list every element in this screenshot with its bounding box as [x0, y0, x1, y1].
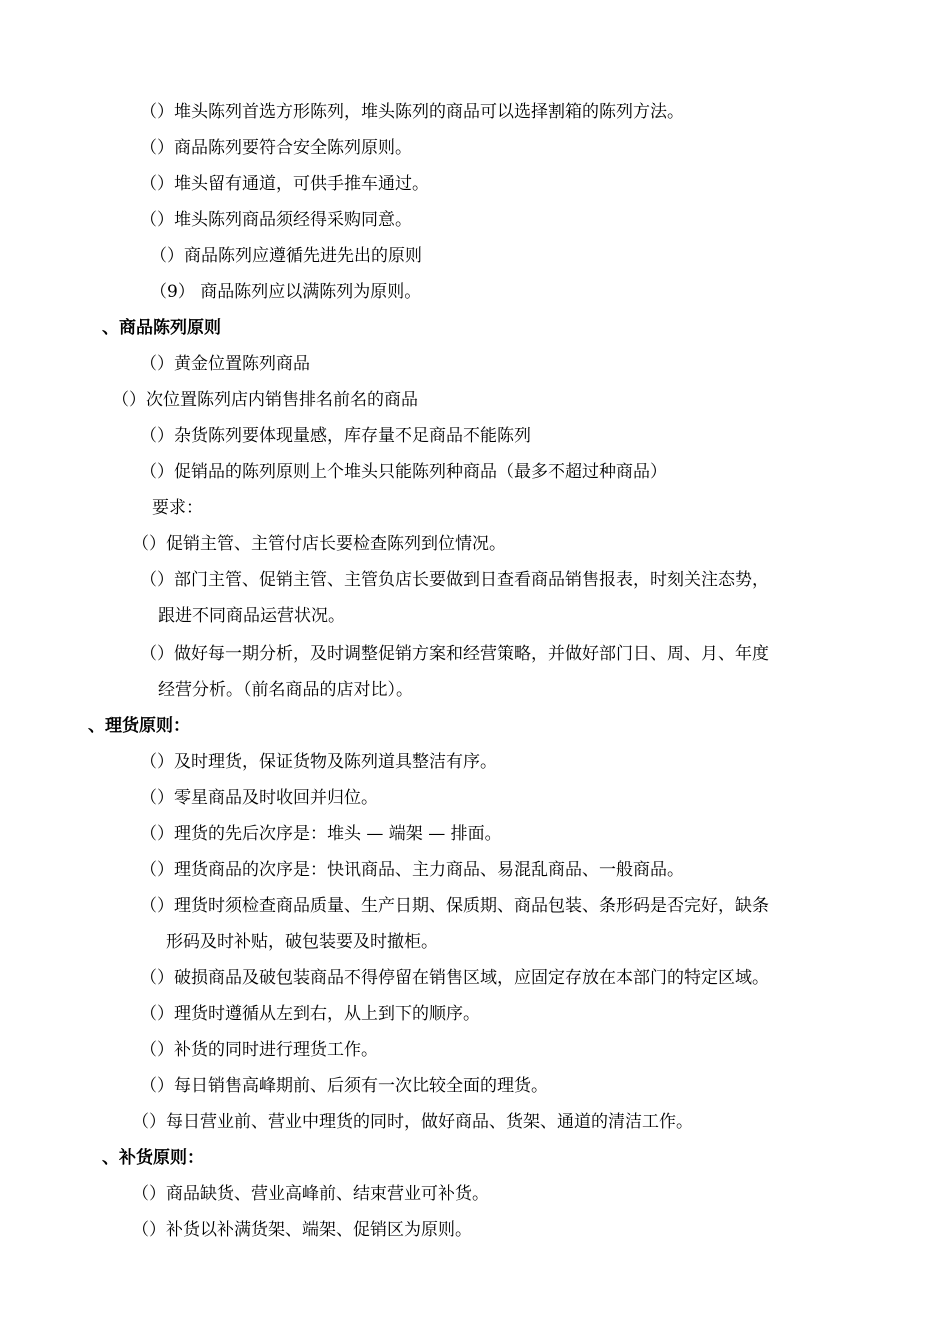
list-item: （）理货时遵循从左到右，从上到下的顺序。 [140, 1004, 480, 1024]
list-item: （）杂货陈列要体现量感，库存量不足商品不能陈列 [140, 426, 531, 446]
list-item: （）部门主管、促销主管、主管负店长要做到日查看商品销售报表，时刻关注态势， [140, 570, 769, 590]
list-item: （）堆头陈列首选方形陈列，堆头陈列的商品可以选择割箱的陈列方法。 [140, 102, 684, 122]
list-item: （）商品陈列要符合安全陈列原则。 [140, 138, 412, 158]
list-item: （）每日销售高峰期前、后须有一次比较全面的理货。 [140, 1076, 548, 1096]
list-item-continuation: 形码及时补贴，破包装要及时撤柜。 [166, 932, 438, 952]
list-item: （）次位置陈列店内销售排名前名的商品 [112, 390, 418, 410]
section-heading: 、补货原则： [102, 1148, 204, 1168]
list-item: （）零星商品及时收回并归位。 [140, 788, 378, 808]
list-item: （）及时理货，保证货物及陈列道具整洁有序。 [140, 752, 497, 772]
list-item: （）商品陈列应遵循先进先出的原则 [150, 246, 422, 266]
list-item-continuation: 经营分析。（前名商品的店对比）。 [158, 680, 413, 700]
list-item: （）促销品的陈列原则上个堆头只能陈列种商品（最多不超过种商品） [140, 462, 667, 482]
section-heading: 、商品陈列原则 [102, 318, 221, 338]
list-item: （）堆头陈列商品须经得采购同意。 [140, 210, 412, 230]
list-item: （）补货以补满货架、端架、促销区为原则。 [132, 1220, 472, 1240]
list-item: （）黄金位置陈列商品 [140, 354, 310, 374]
list-item: （）做好每一期分析，及时调整促销方案和经营策略，并做好部门日、周、月、年度 [140, 644, 769, 664]
list-item: （9） 商品陈列应以满陈列为原则。 [150, 282, 422, 302]
list-item: （）补货的同时进行理货工作。 [140, 1040, 378, 1060]
list-item: （）破损商品及破包装商品不得停留在销售区域，应固定存放在本部门的特定区域。 [140, 968, 769, 988]
list-item: （）每日营业前、营业中理货的同时，做好商品、货架、通道的清洁工作。 [132, 1112, 693, 1132]
list-item: （）理货时须检查商品质量、生产日期、保质期、商品包装、条形码是否完好，缺条 [140, 896, 769, 916]
list-item: （）商品缺货、营业高峰前、结束营业可补货。 [132, 1184, 489, 1204]
section-heading: 、理货原则： [88, 716, 190, 736]
list-item: （）促销主管、主管付店长要检查陈列到位情况。 [132, 534, 506, 554]
list-item: （）理货商品的次序是：快讯商品、主力商品、易混乱商品、一般商品。 [140, 860, 684, 880]
list-item: （）堆头留有通道，可供手推车通过。 [140, 174, 429, 194]
list-item: （）理货的先后次序是：堆头 — 端架 — 排面。 [140, 824, 502, 844]
list-item-continuation: 跟进不同商品运营状况。 [158, 606, 345, 626]
requirements-label: 要求： [152, 498, 203, 518]
